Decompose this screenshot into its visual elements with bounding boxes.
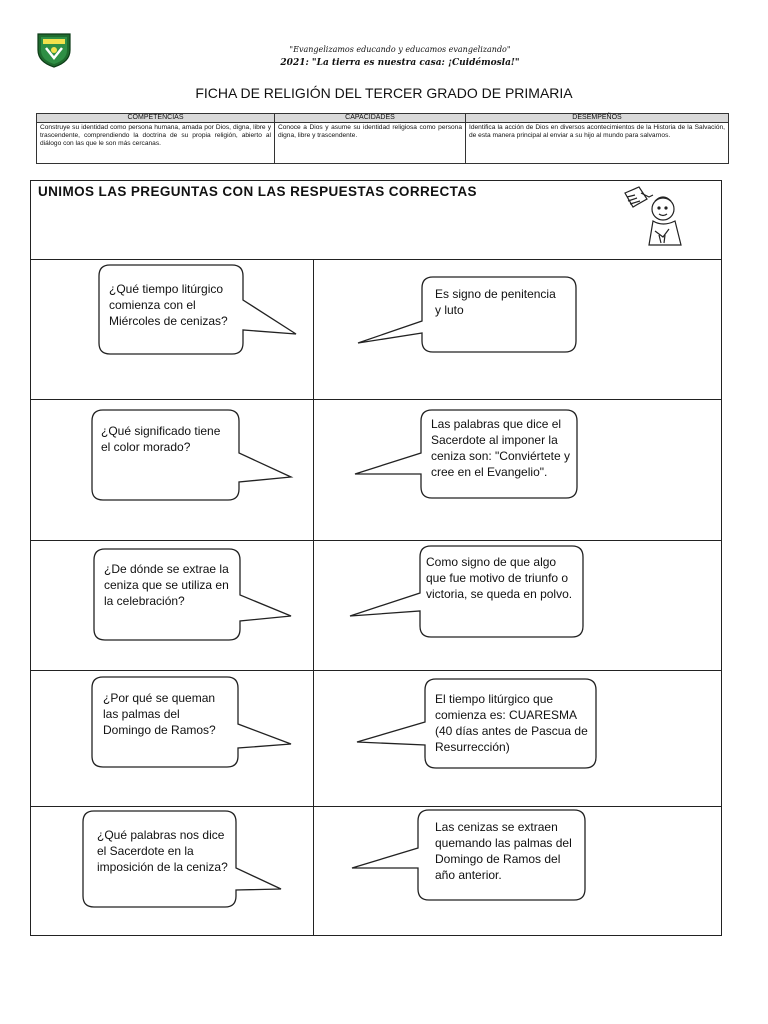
header-desempenos: DESEMPEÑOS <box>466 114 729 123</box>
worksheet-header <box>31 181 721 260</box>
child-writing-illustration <box>619 183 691 249</box>
cell-capacidades: Conoce a Dios y asume su identidad religiosa como persona digna, libre y trascendente. <box>275 123 466 164</box>
answer-text: El tiempo litúrgico que comienza es: CUARESMA (40 días antes de Pascua de Resurrección) <box>435 692 588 754</box>
header-competencias: COMPETENCIAS <box>37 114 275 123</box>
school-logo <box>36 30 72 68</box>
page-title: FICHA DE RELIGIÓN DEL TERCER GRADO DE PRIMARIA <box>195 85 573 101</box>
competencies-table <box>36 113 729 164</box>
motto-line-2: 2021: "La tierra es nuestra casa: ¡Cuidémosla!" <box>280 58 520 68</box>
cell-desempenos: Identifica la acción de Dios en diversos acontecimientos de la Historia de la Salvación, de esta manera principal al enviar a su hijo al mundo para salvarnos. <box>466 123 729 164</box>
answer-text: Es signo de penitencia y luto <box>435 287 556 317</box>
question-text: ¿Qué tiempo litúrgico comienza con el Miércoles de cenizas? <box>109 282 228 328</box>
answer-text: Como signo de que algo que fue motivo de triunfo o victoria, se queda en polvo. <box>426 555 573 601</box>
cell-competencias: Construye su identidad como persona humana, amada por Dios, digna, libre y trascendente, comprendiendo la doctrina de su propia religión, abierto al diálogo con las que le son más cercanas. <box>37 123 275 164</box>
worksheet-title: UNIMOS LAS PREGUNTAS CON LAS RESPUESTAS CORRECTAS <box>38 184 477 199</box>
question-text: ¿De dónde se extrae la ceniza que se utiliza en la celebración? <box>104 562 229 608</box>
answer-text: Las palabras que dice el Sacerdote al imponer la ceniza son: "Conviértete y cree en el Evangelio". <box>431 417 570 479</box>
question-text: ¿Qué palabras nos dice el Sacerdote en la imposición de la ceniza? <box>97 828 228 874</box>
question-text: ¿Por qué se queman las palmas del Domingo de Ramos? <box>103 691 216 737</box>
question-text: ¿Qué significado tiene el color morado? <box>101 424 221 454</box>
header-capacidades: CAPACIDADES <box>275 114 466 123</box>
matching-worksheet <box>30 180 722 936</box>
answer-text: Las cenizas se extraen quemando las palmas del Domingo de Ramos del año anterior. <box>435 820 572 882</box>
motto-line-1: "Evangelizamos educando y educamos evangelizando" <box>289 45 511 54</box>
